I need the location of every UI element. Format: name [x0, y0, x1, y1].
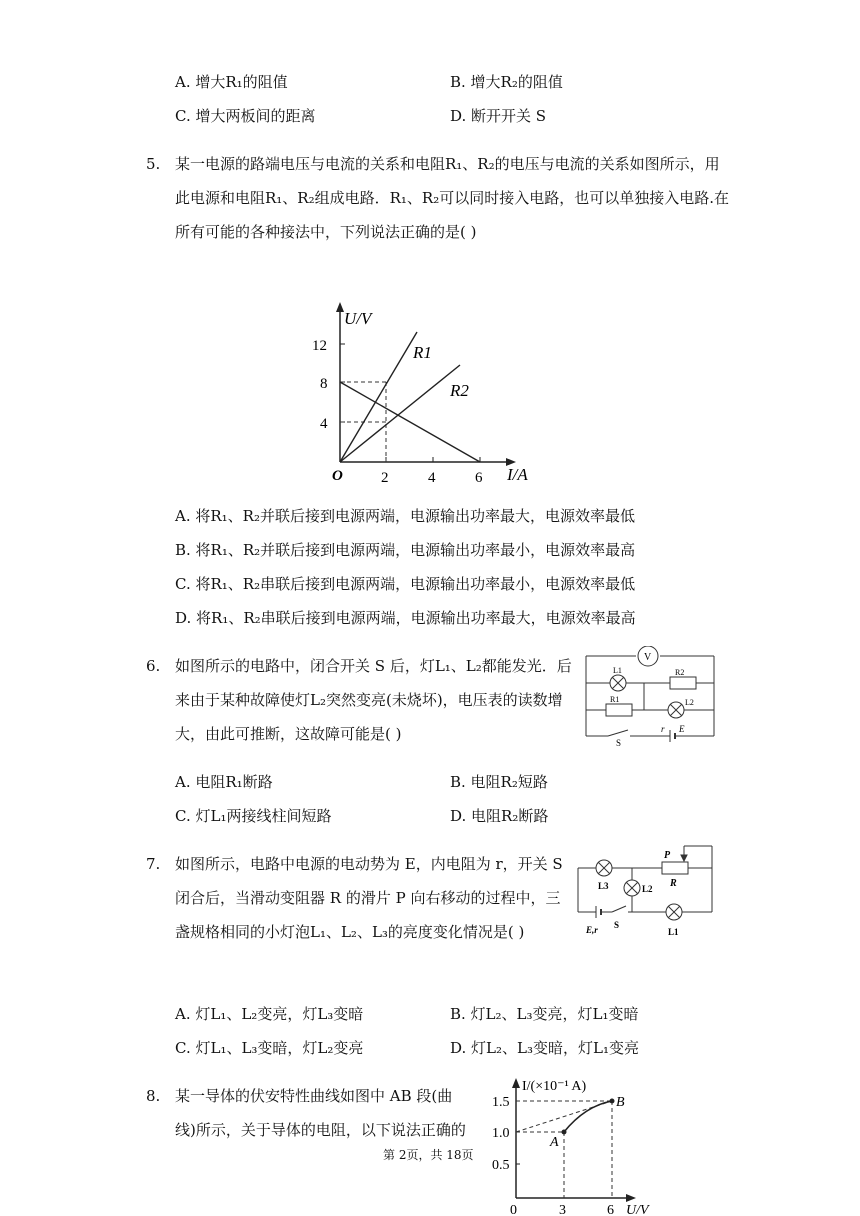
q4-option-b: B. 增大R₂的阻值: [450, 73, 563, 91]
q6-voltmeter-label: V: [644, 652, 652, 663]
q5-r2-label: R2: [450, 381, 469, 400]
page-footer: 第 2页，共 18页: [383, 1148, 474, 1162]
q5-y-axis-label: U/V: [344, 309, 372, 328]
q5-stem-line3: 所有可能的各种接法中，下列说法正确的是( ): [175, 223, 477, 241]
q5-y-tick-4: 4: [320, 416, 328, 432]
q6-option-d: D. 电阻R₂断路: [450, 807, 549, 825]
q7-l3-label: L3: [598, 881, 609, 891]
q7-option-b: B. 灯L₂、L₃变亮，灯L₁变暗: [450, 1005, 639, 1023]
q7-stem-line2: 闭合后，当滑动变阻器 R 的滑片 P 向右移动的过程中，三: [175, 889, 561, 907]
q5-x-tick-2: 2: [381, 470, 389, 486]
q8-stem-line1: 某一导体的伏安特性曲线如图中 AB 段(曲: [175, 1087, 453, 1105]
q6-switch-label: S: [616, 738, 622, 748]
q5-y-tick-8: 8: [320, 376, 328, 392]
q6-option-a: A. 电阻R₁断路: [175, 773, 273, 791]
q5-option-a: A. 将R₁、R₂并联后接到电源两端，电源输出功率最大，电源效率最低: [175, 507, 635, 525]
q5-x-tick-4: 4: [428, 470, 436, 486]
q6-e-label: E: [679, 724, 685, 734]
q6-r-label: r: [661, 724, 665, 734]
q4-option-c: C. 增大两板间的距离: [175, 107, 316, 125]
q6-stem-line3: 大，由此可推断，这故障可能是( ): [175, 725, 402, 743]
q7-l2-label: L2: [642, 884, 653, 894]
q6-l2-label: L2: [685, 698, 694, 707]
q5-number: 5.: [146, 155, 161, 173]
q7-stem-line1: 如图所示，电路中电源的电动势为 E，内电阻为 r，开关 S: [175, 855, 563, 873]
q5-r1-label: R1: [413, 343, 432, 362]
q6-stem-line2: 来由于某种故障使灯L₂突然变亮(未烧坏)，电压表的读数增: [175, 691, 563, 709]
q8-y-axis-label: I/(×10⁻¹ A): [522, 1079, 587, 1094]
q7-circuit-diagram: [572, 842, 720, 940]
q8-origin-label: 0: [510, 1203, 517, 1216]
q8-y-tick-1-0: 1.0: [492, 1126, 510, 1141]
q8-number: 8.: [146, 1087, 161, 1105]
q5-ui-graph: [300, 298, 540, 488]
q5-x-axis-label: I/A: [507, 465, 528, 484]
q5-option-c: C. 将R₁、R₂串联后接到电源两端，电源输出功率最小，电源效率最低: [175, 575, 636, 593]
q8-stem-line2: 线)所示，关于导体的电阻，以下说法正确的: [175, 1121, 466, 1139]
q8-x-axis-label: U/V: [626, 1203, 649, 1216]
q5-stem-line2: 此电源和电阻R₁、R₂组成电路．R₁、R₂可以同时接入电路，也可以单独接入电路.在: [175, 189, 729, 207]
q8-x-tick-6: 6: [607, 1203, 614, 1216]
q7-source-label: E,r: [586, 925, 598, 935]
q5-option-b: B. 将R₁、R₂并联后接到电源两端，电源输出功率最小，电源效率最高: [175, 541, 636, 559]
q6-option-b: B. 电阻R₂短路: [450, 773, 548, 791]
q4-option-a: A. 增大R₁的阻值: [175, 73, 288, 91]
q5-x-tick-6: 6: [475, 470, 483, 486]
q6-number: 6.: [146, 657, 161, 675]
q7-r-label: R: [670, 878, 677, 889]
q7-l1-label: L1: [668, 927, 679, 937]
q6-stem-line1: 如图所示的电路中，闭合开关 S 后，灯L₁、L₂都能发光．后: [175, 657, 572, 675]
q8-x-tick-3: 3: [559, 1203, 566, 1216]
q8-y-tick-0-5: 0.5: [492, 1158, 510, 1173]
q8-y-tick-1-5: 1.5: [492, 1095, 510, 1110]
q8-point-a-label: A: [550, 1135, 559, 1150]
q4-option-d: D. 断开开关 S: [450, 107, 547, 125]
q6-l1-label: L1: [613, 666, 622, 675]
q6-option-c: C. 灯L₁两接线柱间短路: [175, 807, 332, 825]
q5-option-d: D. 将R₁、R₂串联后接到电源两端，电源输出功率最大，电源效率最高: [175, 609, 636, 627]
q7-p-label: P: [664, 850, 671, 861]
q5-stem-line1: 某一电源的路端电压与电流的关系和电阻R₁、R₂的电压与电流的关系如图所示，用: [175, 155, 720, 173]
q8-point-b-label: B: [616, 1095, 625, 1110]
q7-stem-line3: 盏规格相同的小灯泡L₁、L₂、L₃的亮度变化情况是( ): [175, 923, 525, 941]
q6-r1-label: R1: [610, 695, 620, 704]
q7-option-d: D. 灯L₂、L₃变暗，灯L₁变亮: [450, 1039, 639, 1057]
q7-option-c: C. 灯L₁、L₃变暗，灯L₂变亮: [175, 1039, 364, 1057]
q5-y-tick-12: 12: [312, 338, 327, 354]
q5-origin-label: O: [332, 468, 343, 484]
q7-option-a: A. 灯L₁、L₂变亮，灯L₃变暗: [175, 1005, 364, 1023]
q7-number: 7.: [146, 855, 161, 873]
q6-r2-label: R2: [675, 668, 685, 677]
q6-circuit-diagram: [578, 646, 718, 748]
q7-switch-label: S: [614, 920, 620, 930]
q8-iv-graph: [490, 1072, 660, 1216]
